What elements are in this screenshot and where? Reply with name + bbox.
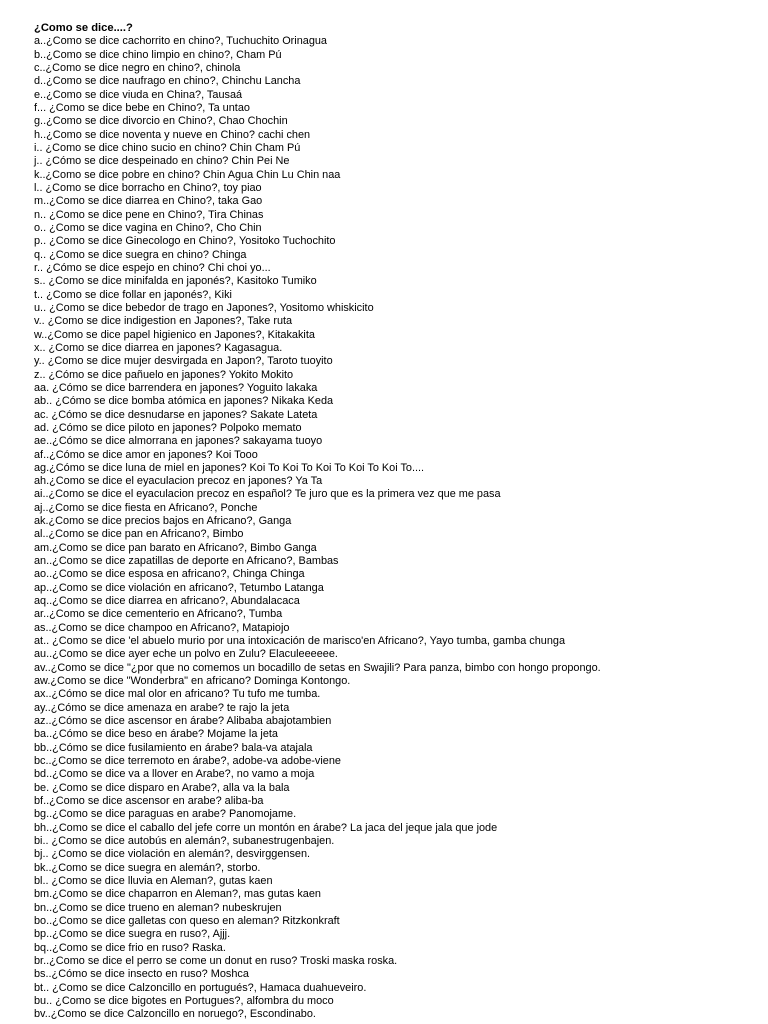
list-item: h..¿Como se dice noventa y nueve en Chino? cachi chen bbox=[34, 128, 311, 141]
list-item: t.. ¿Como se dice follar en japonés?, Kiki bbox=[34, 288, 232, 301]
list-item: aw.¿Como se dice "Wonderbra" en africano? Dominga Kontongo. bbox=[34, 675, 351, 688]
list-item: ak.¿Como se dice precios bajos en Africano?, Ganga bbox=[34, 515, 292, 528]
list-item: bf..¿Como se dice ascensor en arabe? aliba-ba bbox=[34, 795, 264, 808]
list-item: bs..¿Cómo se dice insecto en ruso? Moshca bbox=[34, 968, 249, 981]
list-item: ay..¿Cómo se dice amenaza en arabe? te rajo la jeta bbox=[34, 701, 290, 714]
list-item: i.. ¿Como se dice chino sucio en chino? Chin Cham Pú bbox=[34, 141, 301, 154]
list-item: j.. ¿Cómo se dice despeinado en chino? Chin Pei Ne bbox=[34, 155, 290, 168]
list-item: bc..¿Como se dice terremoto en árabe?, adobe-va adobe-viene bbox=[34, 755, 341, 768]
list-item: e..¿Como se dice viuda en China?, Tausaá bbox=[34, 88, 243, 101]
list-item: ba..¿Cómo se dice beso en árabe? Mojame la jeta bbox=[34, 728, 278, 741]
list-item: x.. ¿Como se dice diarrea en japones? Kagasagua. bbox=[34, 341, 283, 354]
list-item: bl.. ¿Como se dice lluvia en Aleman?, gutas kaen bbox=[34, 875, 273, 887]
list-item: aa. ¿Cómo se dice barrendera en japones? Yoguito lakaka bbox=[34, 381, 318, 394]
list-item: f... ¿Como se dice bebe en Chino?, Ta untao bbox=[34, 101, 250, 114]
list-item: am.¿Como se dice pan barato en Africano?, Bimbo Ganga bbox=[34, 541, 317, 554]
list-item: be. ¿Como se dice disparo en Arabe?, alla va la bala bbox=[34, 781, 290, 794]
list-item: ac. ¿Cómo se dice desnudarse en japones? Sakate Lateta bbox=[34, 408, 318, 421]
list-item: bq..¿Como se dice frio en ruso? Raska. bbox=[34, 941, 226, 954]
list-item: as..¿Como se dice champoo en Africano?, Matapiojo bbox=[34, 621, 290, 634]
list-item: b..¿Como se dice chino limpio en chino?, Cham Pú bbox=[34, 48, 282, 61]
list-item: bi.. ¿Como se dice autobús en alemán?, subanestrugenbajen. bbox=[34, 835, 335, 848]
list-item: bn..¿Como se dice trueno en aleman? nubeskrujen bbox=[34, 901, 282, 914]
list-item: bu.. ¿Como se dice bigotes en Portugues?, alfombra du moco bbox=[34, 994, 334, 1007]
list-item: z.. ¿Cómo se dice pañuelo en japones? Yokito Mokito bbox=[34, 368, 294, 381]
list-item: ad. ¿Cómo se dice piloto en japones? Polpoko memato bbox=[34, 421, 302, 434]
list-item: s.. ¿Como se dice minifalda en japonés?, Kasitoko Tumiko bbox=[34, 275, 317, 288]
document-title: ¿Como se dice....? bbox=[34, 22, 133, 34]
list-item: bo..¿Como se dice galletas con queso en aleman? Ritzkonkraft bbox=[34, 914, 340, 927]
list-item: c..¿Como se dice negro en chino?, chinola bbox=[34, 61, 241, 74]
list-item: a..¿Como se dice cachorrito en chino?, Tuchuchito Orinagua bbox=[34, 35, 327, 48]
list-item: n.. ¿Como se dice pene en Chino?, Tira Chinas bbox=[34, 208, 264, 221]
list-item: ax..¿Cómo se dice mal olor en africano? Tu tufo me tumba. bbox=[34, 688, 321, 701]
list-item: ai..¿Como se dice el eyaculacion precoz en español? Te juro que es la primera vez que me pasa bbox=[34, 488, 501, 501]
list-item: bk..¿Como se dice suegra en alemán?, storbo. bbox=[34, 861, 261, 874]
list-item: av..¿Como se dice "¿por que no comemos un bocadillo de setas en Swajili? Para panza, bimbo con hongo propongo. bbox=[34, 661, 601, 674]
list-item: y.. ¿Como se dice mujer desvirgada en Japon?, Taroto tuoyito bbox=[34, 355, 333, 368]
list-item: g..¿Como se dice divorcio en Chino?, Chao Chochin bbox=[34, 115, 288, 128]
list-item: bd..¿Como se dice va a llover en Arabe?, no vamo a moja bbox=[34, 768, 315, 781]
list-item: k..¿Como se dice pobre en chino? Chin Agua Chin Lu Chin naa bbox=[34, 168, 341, 181]
list-item: br..¿Como se dice el perro se come un donut en ruso? Troski maska roska. bbox=[34, 954, 398, 967]
entry-list bbox=[34, 35, 764, 1021]
list-item: an..¿Como se dice zapatillas de deporte en Africano?, Bambas bbox=[34, 555, 339, 568]
list-item: u.. ¿Como se dice bebedor de trago en Japones?, Yositomo whiskicito bbox=[34, 301, 374, 314]
list-item: ag.¿Cómo se dice luna de miel en japones? Koi To Koi To Koi To Koi To Koi To.... bbox=[34, 461, 425, 474]
list-item: m..¿Como se dice diarrea en Chino?, taka Gao bbox=[34, 195, 263, 208]
list-item: aj..¿Como se dice fiesta en Africano?, Ponche bbox=[34, 501, 258, 514]
list-item: az..¿Cómo se dice ascensor en árabe? Alibaba abajotambien bbox=[34, 715, 332, 728]
list-item: ap..¿Como se dice violación en africano?, Tetumbo Latanga bbox=[34, 581, 324, 594]
list-item: ae..¿Cómo se dice almorrana en japones? sakayama tuoyo bbox=[34, 435, 323, 448]
list-item: bm.¿Como se dice chaparron en Aleman?, mas gutas kaen bbox=[34, 888, 321, 901]
list-item: ar..¿Como se dice cementerio en Africano?, Tumba bbox=[34, 608, 283, 621]
list-item: bg..¿Como se dice paraguas en arabe? Panomojame. bbox=[34, 808, 297, 821]
list-item: bv..¿Como se dice Calzoncillo en noruego?, Escondinabo. bbox=[34, 1008, 316, 1021]
list-item: bh..¿Como se dice el caballo del jefe corre un montón en árabe? La jaca del jeque jala que jode bbox=[34, 821, 498, 834]
list-item: af..¿Cómo se dice amor en japones? Koi Tooo bbox=[34, 448, 258, 461]
list-item: al..¿Como se dice pan en Africano?, Bimbo bbox=[34, 528, 244, 541]
list-item: au..¿Como se dice ayer eche un polvo en Zulu? Elaculeeeeee. bbox=[34, 648, 338, 661]
list-item: bt.. ¿Como se dice Calzoncillo en portugués?, Hamaca duahueveiro. bbox=[34, 981, 367, 994]
list-item: ao..¿Como se dice esposa en africano?, Chinga Chinga bbox=[34, 568, 305, 581]
list-item: bj.. ¿Como se dice violación en alemán?, desvirggensen. bbox=[34, 848, 311, 861]
list-item: v.. ¿Como se dice indigestion en Japones?, Take ruta bbox=[34, 315, 293, 328]
list-item: w..¿Como se dice papel higienico en Japones?, Kitakakita bbox=[34, 328, 315, 341]
list-item: ab.. ¿Cómo se dice bomba atómica en japones? Nikaka Keda bbox=[34, 395, 334, 408]
list-item: q.. ¿Como se dice suegra en chino? Chinga bbox=[34, 248, 247, 261]
list-item: r.. ¿Cómo se dice espejo en chino? Chi choi yo... bbox=[34, 261, 271, 274]
list-item: d..¿Como se dice naufrago en chino?, Chinchu Lancha bbox=[34, 75, 301, 88]
list-item: l.. ¿Como se dice borracho en Chino?, toy piao bbox=[34, 181, 262, 194]
list-item: bp..¿Como se dice suegra en ruso?, Ajjj. bbox=[34, 928, 231, 941]
list-item: at.. ¿Como se dice 'el abuelo murio por una intoxicación de marisco'en Africano?, Yayo tumba, gamba chunga bbox=[34, 635, 566, 648]
list-item: aq..¿Como se dice diarrea en africano?, Abundalacaca bbox=[34, 595, 300, 608]
list-item: p.. ¿Como se dice Ginecologo en Chino?, Yositoko Tuchochito bbox=[34, 235, 336, 248]
list-item: o.. ¿Como se dice vagina en Chino?, Cho Chin bbox=[34, 221, 262, 234]
document-page bbox=[34, 22, 764, 1022]
list-item: bb..¿Cómo se dice fusilamiento en árabe? bala-va atajala bbox=[34, 741, 313, 754]
list-item: ah.¿Como se dice el eyaculacion precoz en japones? Ya Ta bbox=[34, 475, 323, 488]
